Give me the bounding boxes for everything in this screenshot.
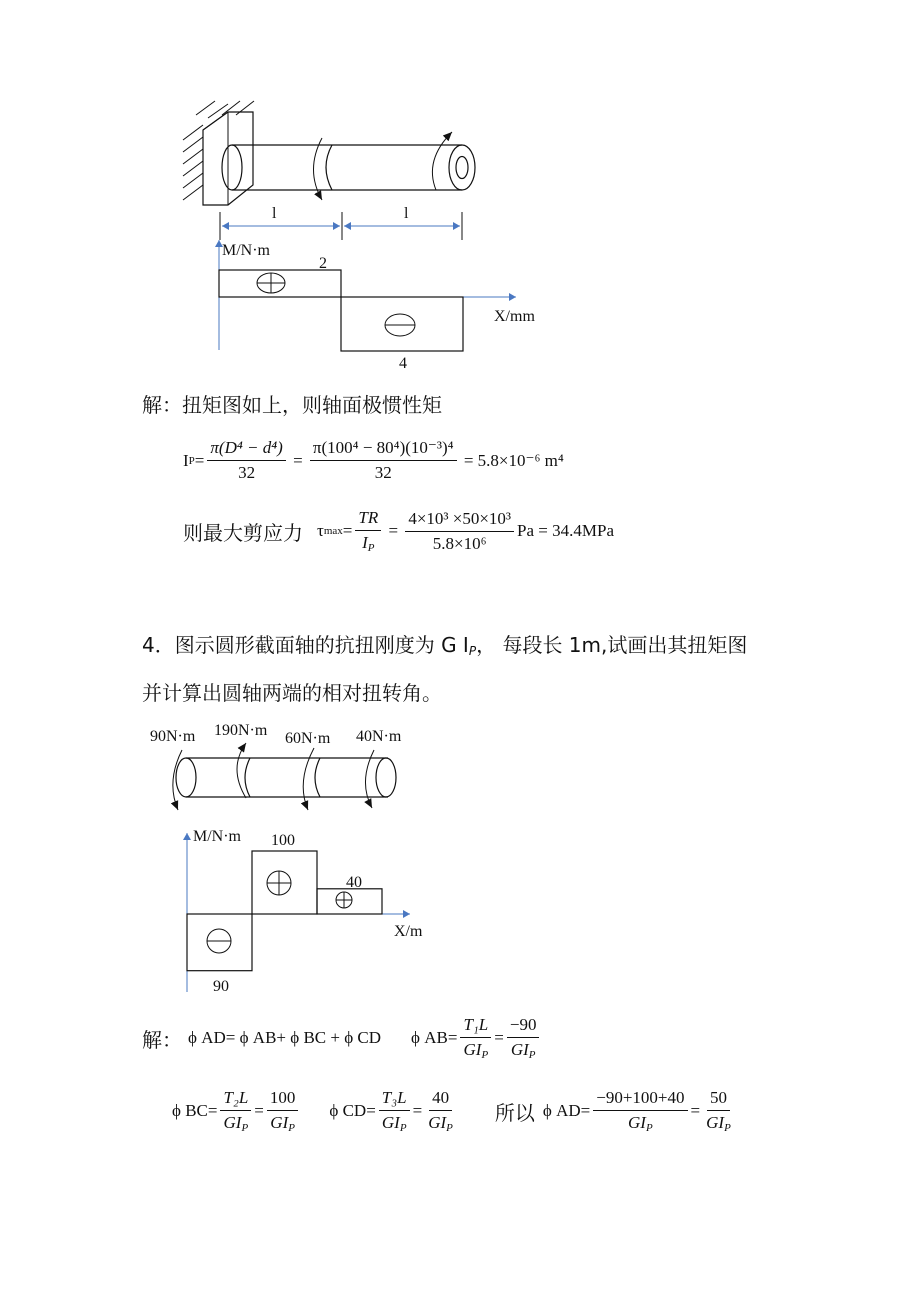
problem4-line1-sub: P bbox=[468, 644, 477, 658]
phi-cd-fraction-1 bbox=[379, 1088, 410, 1134]
diagram2-label-40: 40 bbox=[346, 874, 362, 891]
shaft-figure-2 bbox=[0, 700, 920, 1010]
diagram2-label-100: 100 bbox=[271, 832, 295, 849]
ip-result: = 5.8×10⁻⁶ m⁴ bbox=[463, 450, 564, 470]
phi-cd-fraction-2 bbox=[425, 1088, 456, 1134]
diagram1-label-4: 4 bbox=[399, 355, 407, 372]
diagram2-label-90: 90 bbox=[213, 978, 229, 995]
phi-ab-fraction-1 bbox=[460, 1015, 491, 1061]
phi-ab-rnum: −90 bbox=[507, 1015, 540, 1038]
phi-bc-rden-sub: P bbox=[288, 1122, 295, 1134]
diagram1-label-2: 2 bbox=[319, 255, 327, 272]
tau-num2: 4×10³ ×50×10³ bbox=[405, 509, 514, 532]
phi-bc-fraction-1 bbox=[220, 1088, 251, 1134]
tau-symbol: τ bbox=[317, 521, 324, 540]
tau-fraction-2 bbox=[405, 509, 514, 554]
shaft-figure-1 bbox=[0, 0, 920, 380]
ip-fraction-2 bbox=[310, 438, 457, 483]
phi-cd-rden-sub: P bbox=[446, 1122, 453, 1134]
phi-ab-den-sub: P bbox=[481, 1049, 489, 1061]
ip-equals: = bbox=[194, 450, 205, 470]
phi-ab-den: GI bbox=[463, 1040, 482, 1059]
problem4-line1-a: 4．图示圆形截面轴的抗扭刚度为 G I bbox=[142, 633, 469, 657]
phi-ab-rden-sub: P bbox=[528, 1049, 536, 1061]
diagram1-segment-negative bbox=[341, 297, 463, 351]
phi-bc-den: GI bbox=[223, 1113, 242, 1132]
phi-ad-fraction-1 bbox=[593, 1088, 687, 1134]
so-label: 所以 bbox=[494, 1100, 535, 1125]
length-label-2: l bbox=[404, 205, 409, 222]
phi-ad-den-sub: P bbox=[645, 1122, 653, 1134]
y-axis-label-1: M/N·m bbox=[222, 242, 270, 259]
minus-sign-icon bbox=[385, 314, 415, 336]
dimension-lines bbox=[220, 212, 462, 240]
torque-label-60: 60N·m bbox=[285, 730, 331, 747]
tau-den1-sub: P bbox=[367, 542, 375, 554]
phi-ab-num: T₁L bbox=[460, 1015, 491, 1038]
ip-subscript: P bbox=[188, 454, 195, 467]
problem4-line1-b: ， 每段长 1m,试画出其扭矩图 bbox=[476, 633, 748, 657]
torque-label-40: 40N·m bbox=[356, 728, 402, 745]
tau-subscript: max bbox=[323, 525, 343, 537]
ip-num2: π(100⁴ − 80⁴)(10⁻³)⁴ bbox=[310, 438, 457, 461]
ip-num1: π(D⁴ − d⁴) bbox=[207, 438, 285, 461]
phi-ad-rden: GI bbox=[706, 1113, 725, 1132]
phi-ad-rnum: 50 bbox=[707, 1088, 730, 1111]
phi-bc-fraction-2 bbox=[267, 1088, 299, 1134]
torque-arrow-middle bbox=[314, 138, 323, 200]
shaft-2 bbox=[176, 758, 396, 797]
phi-ad-rden-sub: P bbox=[724, 1122, 731, 1134]
plus-sign-icon bbox=[336, 892, 352, 908]
phi-ad-num: −90+100+40 bbox=[593, 1088, 687, 1111]
diagram2-segment-cd bbox=[317, 889, 382, 914]
tau-den1: I bbox=[362, 533, 368, 552]
torque-label-190: 190N·m bbox=[214, 722, 268, 739]
phi-bc-rnum: 100 bbox=[267, 1088, 299, 1111]
phi-ab-fraction-2 bbox=[507, 1015, 540, 1061]
phi-cd-rden: GI bbox=[428, 1113, 447, 1132]
phi-ab-rden: GI bbox=[510, 1040, 529, 1059]
solution2-line1: 解： ϕ AD= ϕ AB+ ϕ BC + ϕ CD ϕ AB= $\frac{\text{T₁L}}{GI_P}$ = $\frac{-90}{GI_P}$ bbox=[142, 1015, 542, 1061]
tau-fraction-1 bbox=[355, 508, 381, 554]
plus-sign-icon bbox=[267, 871, 291, 895]
diagram2-segment-ab bbox=[187, 914, 252, 971]
phi-ad-den: GI bbox=[628, 1113, 646, 1132]
phi-cd-rnum: 40 bbox=[429, 1088, 452, 1111]
x-axis-label-1: X/mm bbox=[494, 308, 535, 325]
phi-ad-fraction-2 bbox=[703, 1088, 734, 1134]
phi-cd-num: T₃L bbox=[379, 1088, 410, 1111]
phi-bc-num: T₂L bbox=[220, 1088, 251, 1111]
tau-intro: 则最大剪应力 bbox=[183, 520, 303, 545]
phi-ab-label: ϕ AB= bbox=[411, 1028, 458, 1047]
phi-bc-label: ϕ BC= bbox=[172, 1101, 218, 1120]
phi-cd-label: ϕ CD= bbox=[329, 1101, 376, 1120]
minus-sign-icon bbox=[207, 929, 231, 953]
ip-den2: 32 bbox=[374, 463, 392, 482]
polar-moment-equation: I P = $\frac{\text{π(D⁴ − d⁴)}}{32}$ = $\frac{\text{π(100⁴ − 80⁴)(10⁻³)⁴}}{32}$ = 5.8×10⁻⁶ m⁴ bbox=[183, 438, 564, 482]
y-axis-label-2: M/N·m bbox=[193, 828, 241, 845]
ip-den1: 32 bbox=[238, 463, 256, 482]
tau-result: Pa = 34.4MPa bbox=[517, 521, 614, 540]
torque-diagram-2 bbox=[187, 828, 423, 995]
problem4-line2: 并计算出圆轴两端的相对扭转角。 bbox=[142, 681, 442, 705]
phi-ad-label: ϕ AD= bbox=[542, 1101, 591, 1120]
phi-cd-den: GI bbox=[381, 1113, 400, 1132]
x-axis-label-2: X/m bbox=[394, 923, 423, 940]
tau-num1: TR bbox=[355, 508, 381, 531]
torque-diagram-1 bbox=[219, 240, 535, 372]
torque-arrows-2 bbox=[173, 743, 374, 810]
solution1-intro: 解：扭矩图如上，则轴面极惯性矩 bbox=[142, 393, 442, 417]
phi-cd-den-sub: P bbox=[399, 1122, 407, 1134]
ip-symbol: I bbox=[183, 450, 189, 470]
solution2-line2: ϕ BC= $\frac{\text{T₂L}}{GI_P}$ = $\frac{100}{GI_P}$ ϕ CD= $\frac{\text{T₃L}}{GI_P}$ = $\frac{40}{GI_P}$ 所以 ϕ AD= $\frac{-90+100+40}{GI_P}$ = $\frac{50}{GI_P}$ bbox=[172, 1088, 737, 1134]
solution2-intro: 解： bbox=[142, 1027, 182, 1052]
phi-sum: ϕ AD= ϕ AB+ ϕ BC + ϕ CD bbox=[188, 1028, 382, 1047]
problem4-line1 bbox=[142, 629, 747, 658]
ip-fraction-1 bbox=[207, 438, 285, 483]
phi-bc-den-sub: P bbox=[241, 1122, 249, 1134]
plus-sign-icon bbox=[257, 273, 285, 293]
tau-den2: 5.8×10⁶ bbox=[432, 533, 487, 553]
shear-stress-line: 则最大剪应力 τ max = $\frac{TR}{I_P}$ = $\frac{\text{4×10³ ×50×10³}}{\text{5.8×10⁶}}$ Pa = 34.4MPa bbox=[183, 508, 614, 554]
phi-bc-rden: GI bbox=[270, 1113, 289, 1132]
length-label-1: l bbox=[272, 205, 277, 222]
torque-label-90: 90N·m bbox=[150, 728, 196, 745]
